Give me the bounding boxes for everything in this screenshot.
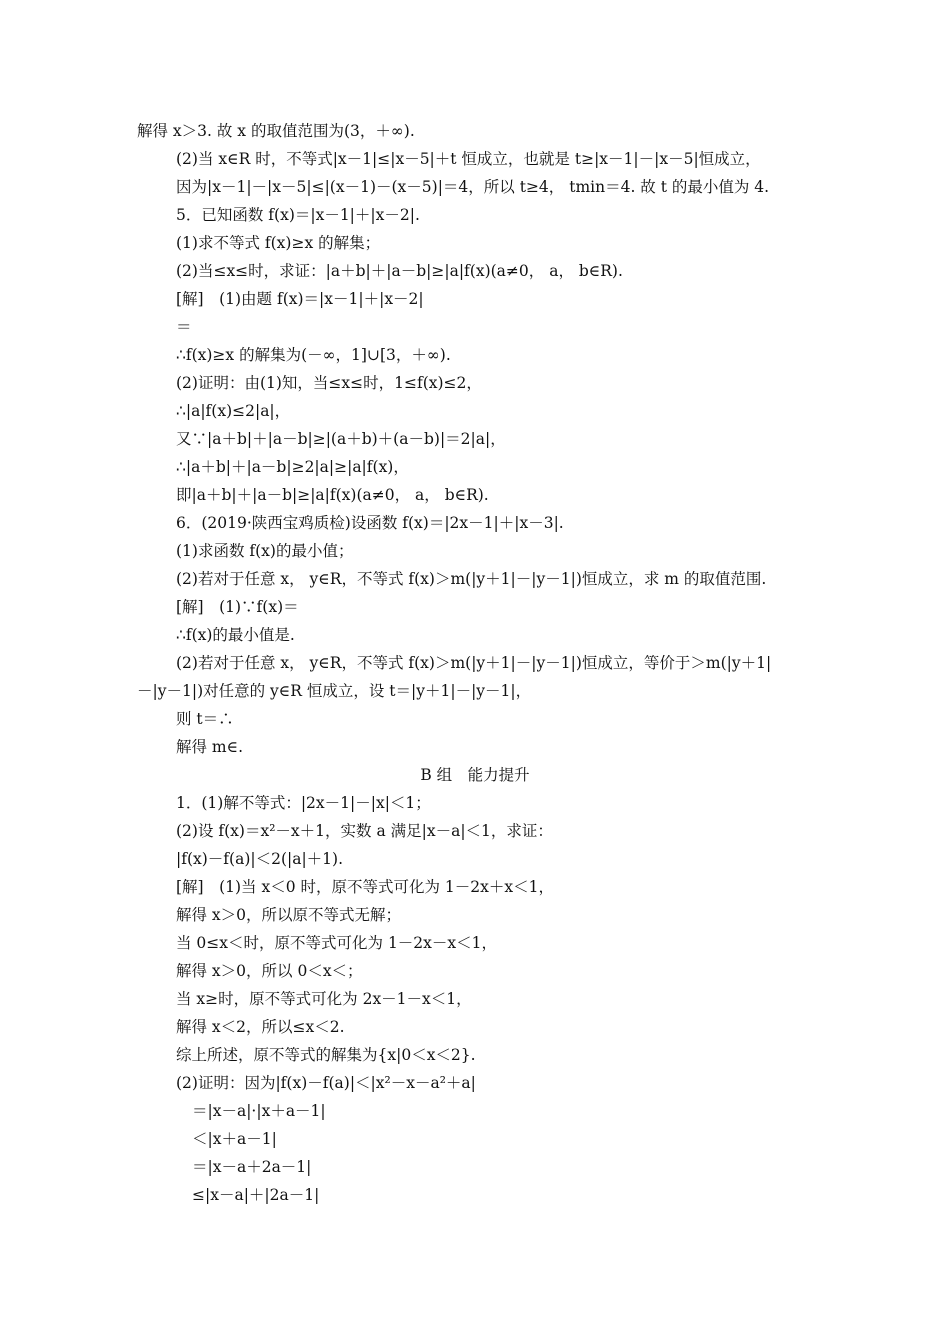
text-line: [解] (1)∵f(x)＝ — [176, 598, 299, 616]
text-line: 6．(2019·陕西宝鸡质检)设函数 f(x)＝|2x－1|＋|x－3|. — [176, 514, 564, 532]
text-line: 则 t＝∴ — [176, 710, 234, 728]
text-line: 解得 x＞0，所以原不等式无解； — [176, 906, 402, 924]
text-line: (2)若对于任意 x， y∈R，不等式 f(x)＞m(|y＋1|－|y－1|)恒成立，等价于＞m(|y＋1| — [176, 654, 772, 672]
text-line: 解得 x＞3. 故 x 的取值范围为(3，＋∞). — [137, 122, 415, 140]
section-heading: B 组 能力提升 — [420, 766, 530, 784]
text-line: 当 0≤x＜时，原不等式可化为 1－2x－x＜1， — [176, 934, 498, 952]
text-line: (2)证明：由(1)知，当≤x≤时，1≤f(x)≤2， — [176, 374, 482, 392]
text-line: ≤|x－a|＋|2a－1| — [192, 1186, 320, 1204]
text-line: (1)求函数 f(x)的最小值； — [176, 542, 354, 560]
text-line: |f(x)－f(a)|＜2(|a|＋1). — [176, 850, 344, 868]
text-line: ＜|x＋a－1| — [192, 1130, 277, 1148]
text-line: ＝ — [176, 318, 192, 336]
text-line: ∴f(x)的最小值是. — [176, 626, 295, 644]
text-line: ∴|a|f(x)≤2|a|， — [176, 402, 291, 420]
text-line: 解得 x＜2，所以≤x＜2. — [176, 1018, 345, 1036]
text-line: [解] (1)由题 f(x)＝|x－1|＋|x－2| — [176, 290, 424, 308]
text-line: (2)当 x∈R 时，不等式|x－1|≤|x－5|＋t 恒成立，也就是 t≥|x－1|－|x－5|恒成立， — [176, 150, 761, 168]
text-line: －|y－1|)对任意的 y∈R 恒成立，设 t＝|y＋1|－|y－1|， — [137, 682, 532, 700]
text-line: 解得 x＞0，所以 0＜x＜； — [176, 962, 363, 980]
text-line: ∴|a＋b|＋|a－b|≥2|a|≥|a|f(x)， — [176, 458, 409, 476]
text-line: 当 x≥时，原不等式可化为 2x－1－x＜1， — [176, 990, 472, 1008]
text-line: 综上所述，原不等式的解集为{x|0＜x＜2}. — [176, 1046, 476, 1064]
text-line: (2)当≤x≤时，求证：|a＋b|＋|a－b|≥|a|f(x)(a≠0， a， b∈R). — [176, 262, 623, 280]
text-line: ＝|x－a|·|x＋a－1| — [192, 1102, 326, 1120]
text-line: ＝|x－a＋2a－1| — [192, 1158, 312, 1176]
text-line: 因为|x－1|－|x－5|≤|(x－1)－(x－5)|＝4，所以 t≥4， tmin＝4. 故 t 的最小值为 4. — [176, 178, 770, 196]
text-line: [解] (1)当 x＜0 时，原不等式可化为 1－2x＋x＜1， — [176, 878, 555, 896]
text-line: (1)求不等式 f(x)≥x 的解集； — [176, 234, 381, 252]
text-line: (2)若对于任意 x， y∈R，不等式 f(x)＞m(|y＋1|－|y－1|)恒成立，求 m 的取值范围. — [176, 570, 767, 588]
text-line: 解得 m∈. — [176, 738, 244, 756]
text-line: 又∵|a＋b|＋|a－b|≥|(a＋b)＋(a－b)|＝2|a|， — [176, 430, 506, 448]
text-line: ∴f(x)≥x 的解集为(－∞，1]∪[3，＋∞). — [176, 346, 451, 364]
text-line: (2)证明：因为|f(x)－f(a)|＜|x²－x－a²＋a| — [176, 1074, 476, 1092]
text-line: 1．(1)解不等式：|2x－1|－|x|＜1； — [176, 794, 431, 812]
text-line: 5．已知函数 f(x)＝|x－1|＋|x－2|. — [176, 206, 420, 224]
text-line: (2)设 f(x)＝x²－x＋1，实数 a 满足|x－a|＜1，求证： — [176, 822, 553, 840]
text-line: 即|a＋b|＋|a－b|≥|a|f(x)(a≠0， a， b∈R). — [176, 486, 489, 504]
